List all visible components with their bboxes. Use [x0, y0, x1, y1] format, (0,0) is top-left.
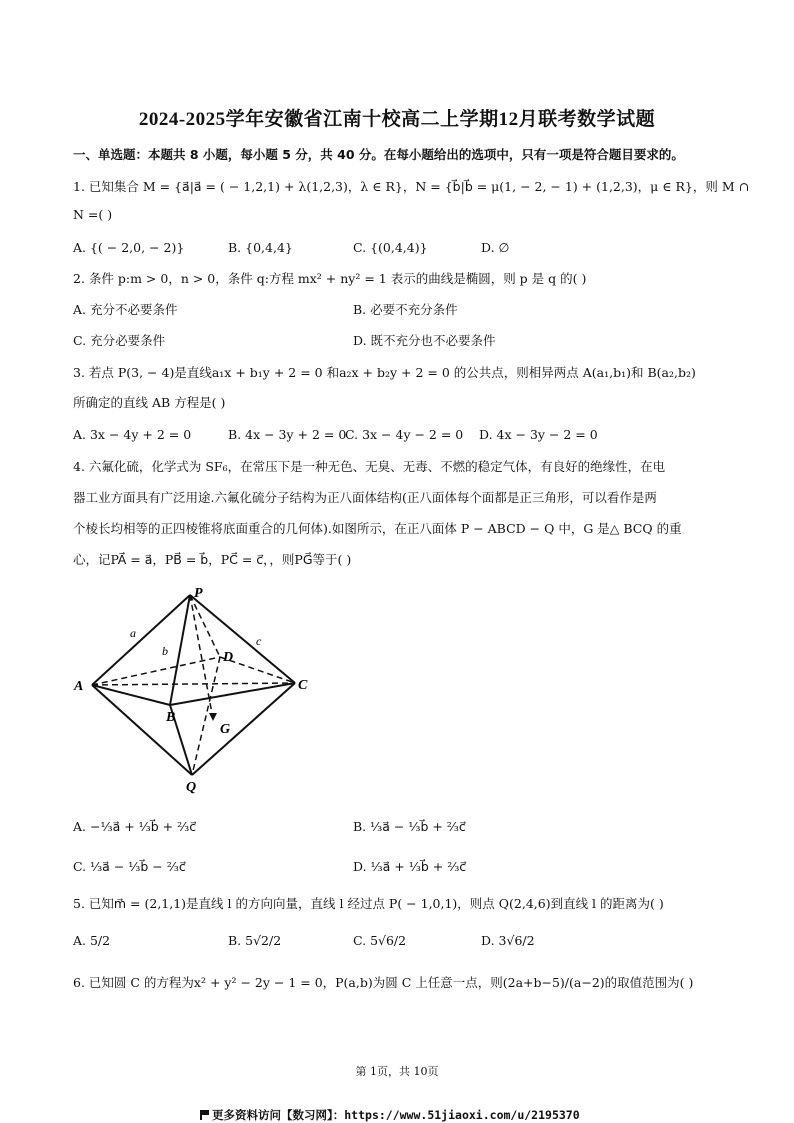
- question-1-text-cont: N =( ): [73, 207, 113, 222]
- q1-option-b: B. {0,4,4}: [228, 240, 293, 255]
- section-heading: 一、单选题：本题共 8 小题，每小题 5 分，共 40 分。在每小题给出的选项中，只有一项是符合题目要求的。: [73, 147, 684, 162]
- label-b: B: [166, 710, 176, 725]
- label-vec-b: b⃗: [162, 644, 178, 658]
- q5-option-d: D. 3√6/2: [481, 933, 535, 948]
- resource-link[interactable]: [200, 1107, 580, 1123]
- q2-option-a: A. 充分不必要条件: [73, 302, 178, 317]
- q3-option-d: D. 4x − 3y − 2 = 0: [479, 427, 598, 442]
- question-4-text-4: 心，记PA⃗ = a⃗，PB⃗ = b⃗，PC⃗ = c⃗，，则PG⃗等于( ): [73, 552, 352, 567]
- q3-option-c: C. 3x − 4y − 2 = 0: [345, 427, 464, 442]
- q4-option-c: C. ⅓a⃗ − ⅓b⃗ − ⅔c⃗: [73, 859, 186, 874]
- q1-option-a: A. {( − 2,0, − 2)}: [73, 240, 185, 255]
- q4-option-b: B. ⅓a⃗ − ⅓b⃗ + ⅔c⃗: [353, 819, 466, 834]
- q3-option-a: A. 3x − 4y + 2 = 0: [73, 427, 192, 442]
- q1-option-d: D. ∅: [481, 240, 510, 255]
- label-d: D: [223, 650, 234, 665]
- question-3-text: 3. 若点 P(3, − 4)是直线a₁x + b₁y + 2 = 0 和a₂x + b₂y + 2 = 0 的公共点，则相异两点 A(a₁,b₁)和 B(a₂,b₂): [73, 365, 696, 380]
- q1-option-c: C. {(0,4,4)}: [353, 240, 428, 255]
- label-q: Q: [186, 780, 197, 795]
- resource-link-text: 更多资料访问【数习网】：https://www.51jiaoxi.com/u/2195370: [212, 1108, 580, 1122]
- q4-option-a: A. −⅓a⃗ + ⅓b⃗ + ⅔c⃗: [73, 819, 197, 834]
- q5-option-b: B. 5√2/2: [228, 933, 282, 948]
- page-number: 第 1页，共 10页: [355, 1065, 439, 1078]
- label-p: P: [194, 586, 203, 601]
- label-vec-a: a⃗: [130, 626, 146, 640]
- q5-option-a: A. 5/2: [73, 933, 111, 948]
- flag-icon: [200, 1110, 209, 1120]
- question-6-text: 6. 已知圆 C 的方程为x² + y² − 2y − 1 = 0，P(a,b)为圆 C 上任意一点，则(2a+b−5)/(a−2)的取值范围为( ): [73, 975, 694, 990]
- question-3-text-cont: 所确定的直线 AB 方程是( ): [73, 395, 226, 410]
- question-2-text: 2. 条件 p:m > 0，n > 0，条件 q:方程 mx² + ny² = 1 表示的曲线是椭圆，则 p 是 q 的( ): [73, 271, 587, 286]
- question-5-text: 5. 已知m⃗ = (2,1,1)是直线 l 的方向向量，直线 l 经过点 P( − 1,0,1)，则点 Q(2,4,6)到直线 l 的距离为( ): [73, 896, 664, 911]
- octahedron-figure: [70, 585, 320, 795]
- q5-option-c: C. 5√6/2: [353, 933, 407, 948]
- q2-option-b: B. 必要不充分条件: [353, 302, 458, 317]
- q3-option-b: B. 4x − 3y + 2 = 0: [228, 427, 347, 442]
- question-4-text-3: 个棱长均相等的正四棱锥将底面重合的几何体).如图所示，在正八面体 P − ABCD − Q 中，G 是△ BCQ 的重: [73, 521, 682, 536]
- label-a: A: [74, 679, 84, 694]
- q2-option-c: C. 充分必要条件: [73, 333, 166, 348]
- label-g: G: [220, 722, 231, 737]
- label-vec-c: c⃗: [256, 634, 271, 648]
- question-4-text: 4. 六氟化硫，化学式为 SF₆，在常压下是一种无色、无臭、无毒、不燃的稳定气体，有良好的绝缘性，在电: [73, 459, 666, 474]
- question-1-text: 1. 已知集合 M = {a⃗|a⃗ = ( − 1,2,1) + λ(1,2,3)，λ ∈ R}，N = {b⃗|b⃗ = μ(1, − 2, − 1) + (1,2,3)，μ ∈ R}，则 M ∩: [73, 179, 750, 194]
- label-c: C: [298, 678, 308, 693]
- page-title: 2024-2025学年安徽省江南十校高二上学期12月联考数学试题: [138, 109, 656, 130]
- q4-option-d: D. ⅓a⃗ + ⅓b⃗ + ⅔c⃗: [353, 859, 467, 874]
- question-4-text-2: 器工业方面具有广泛用途.六氟化硫分子结构为正八面体结构(正八面体每个面都是正三角形，可以看作是两: [73, 490, 657, 505]
- q2-option-d: D. 既不充分也不必要条件: [353, 333, 496, 348]
